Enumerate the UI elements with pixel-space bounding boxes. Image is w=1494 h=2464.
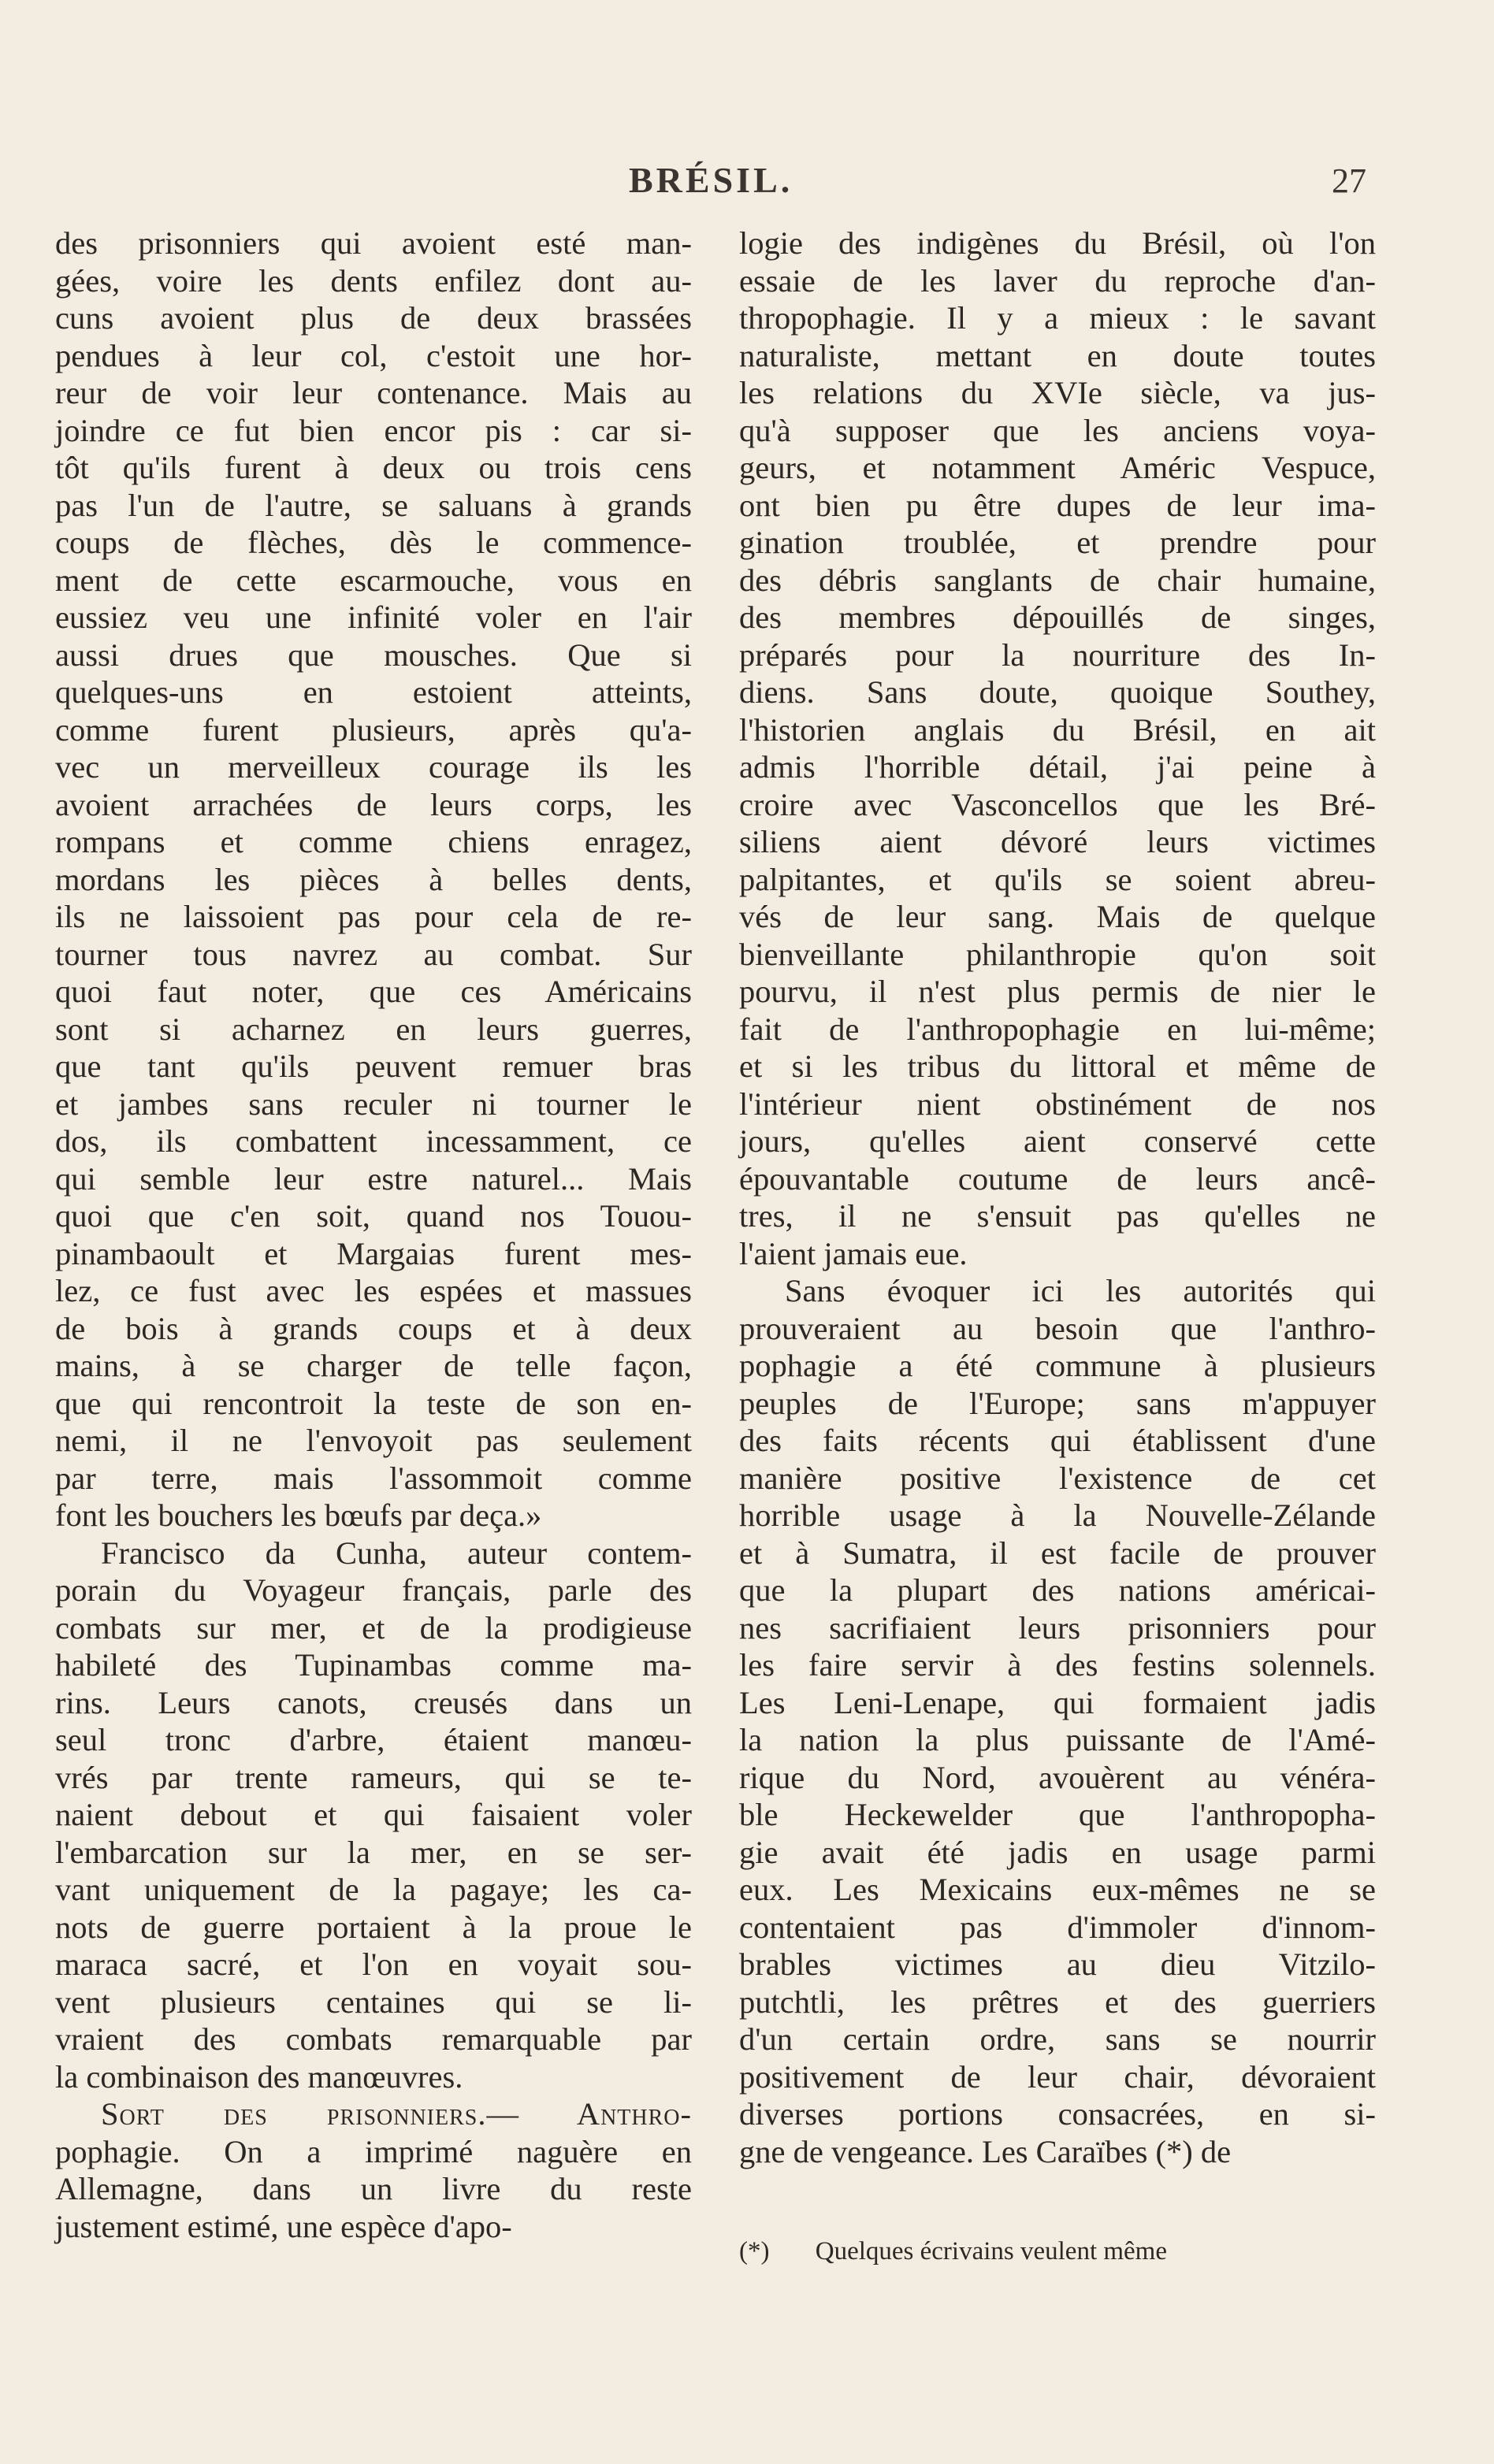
text-line: épouvantable coutume de leurs ancê- <box>739 1160 1376 1197</box>
text-line: eussiez veu une infinité voler en l'air <box>55 599 692 635</box>
text-line: cuns avoient plus de deux brassées <box>55 300 692 336</box>
text-line: diverses portions consacrées, en si- <box>739 2096 1376 2132</box>
text-line: l'embarcation sur la mer, en se ser- <box>55 1834 692 1870</box>
text-line: dos, ils combattent incessamment, ce <box>55 1123 692 1159</box>
text-line: et à Sumatra, il est facile de prouver <box>739 1534 1376 1571</box>
text-line: nemi, il ne l'envoyoit pas seulement <box>55 1423 692 1458</box>
text-line: préparés pour la nourriture des In- <box>739 636 1376 673</box>
text-line: vés de leur sang. Mais de quelque <box>739 899 1376 934</box>
text-line: Sans évoquer ici les autorités qui <box>785 1273 1376 1308</box>
text-line: prouveraient au besoin que l'anthro- <box>739 1310 1376 1346</box>
text-line: mains, à se charger de telle façon, <box>55 1348 692 1383</box>
text-line: ment de cette escarmouche, vous en <box>55 562 692 598</box>
text-line: fait de l'anthropophagie en lui-même; <box>739 1011 1376 1047</box>
text-line: geurs, et notamment Améric Vespuce, <box>739 450 1376 485</box>
text-line: que qui rencontroit la teste de son en- <box>55 1385 692 1421</box>
text-line: peuples de l'Europe; sans m'appuyer <box>739 1385 1376 1421</box>
text-line: pourvu, il n'est plus permis de nier le <box>739 974 1376 1009</box>
text-line: avoient arrachées de leurs corps, les <box>55 786 692 822</box>
text-line: d'un certain ordre, sans se nourrir <box>739 2021 1376 2057</box>
text-line: bienveillante philanthropie qu'on soit <box>739 936 1376 972</box>
left-text-column <box>55 225 692 2245</box>
text-line: horrible usage à la Nouvelle-Zélande <box>739 1497 1376 1533</box>
text-line: comme furent plusieurs, après qu'a- <box>55 711 692 748</box>
text-line: Allemagne, dans un livre du reste <box>55 2171 692 2206</box>
text-line: quoi que c'en soit, quand nos Touou- <box>55 1198 692 1234</box>
text-line: ble Heckewelder que l'anthropopha- <box>739 1797 1376 1832</box>
text-line: gne de vengeance. Les Caraïbes (*) de <box>739 2133 1232 2169</box>
text-line: thropophagie. Il y a mieux : le savant <box>739 300 1376 336</box>
text-line: Les Leni-Lenape, qui formaient jadis <box>739 1684 1376 1720</box>
text-line: pophagie. On a imprimé naguère en <box>55 2133 692 2169</box>
text-line: nes sacrifiaient leurs prisonniers pour <box>739 1609 1376 1646</box>
text-line: Francisco da Cunha, auteur contem- <box>101 1534 692 1571</box>
text-line: manière positive l'existence de cet <box>739 1460 1376 1496</box>
text-line: rins. Leurs canots, creusés dans un <box>55 1684 692 1720</box>
footnote <box>739 2236 1376 2267</box>
text-line: qui semble leur estre naturel... Mais <box>55 1160 692 1197</box>
text-line: tourner tous navrez au combat. Sur <box>55 936 692 972</box>
text-line: quoi faut noter, que ces Américains <box>55 974 692 1009</box>
text-line: que la plupart des nations américai- <box>739 1572 1376 1608</box>
text-line: les faire servir à des festins solennels. <box>739 1647 1376 1683</box>
text-line: tres, il ne s'ensuit pas qu'elles ne <box>739 1198 1376 1234</box>
text-line: coups de flèches, dès le commence- <box>55 525 692 560</box>
right-text-column <box>739 225 1376 2170</box>
running-head <box>0 159 1494 206</box>
text-line: tôt qu'ils furent à deux ou trois cens <box>55 450 692 485</box>
text-line: seul tronc d'arbre, étaient manœu- <box>55 1722 692 1757</box>
running-title: BRÉSIL. <box>629 160 793 200</box>
text-line: Sort des prisonniers.— Anthro- <box>101 2096 692 2132</box>
text-line: et si les tribus du littoral et même de <box>739 1048 1376 1084</box>
text-line: rique du Nord, avouèrent au vénéra- <box>739 1759 1376 1795</box>
text-line: que tant qu'ils peuvent remuer bras <box>55 1048 692 1084</box>
text-line: mordans les pièces à belles dents, <box>55 861 692 897</box>
text-line: diens. Sans doute, quoique Southey, <box>739 674 1376 710</box>
text-line: l'aient jamais eue. <box>739 1235 968 1271</box>
text-line: et jambes sans reculer ni tourner le <box>55 1085 692 1122</box>
text-line: positivement de leur chair, dévoraient <box>739 2058 1376 2095</box>
text-line: joindre ce fut bien encor pis : car si- <box>55 412 692 448</box>
text-line: admis l'horrible détail, j'ai peine à <box>739 749 1376 785</box>
text-line: palpitantes, et qu'ils se soient abreu- <box>739 861 1376 897</box>
text-line: habileté des Tupinambas comme ma- <box>55 1647 692 1683</box>
text-line: naturaliste, mettant en doute toutes <box>739 337 1376 373</box>
text-line: vraient des combats remarquable par <box>55 2021 692 2057</box>
text-line: sont si acharnez en leurs guerres, <box>55 1011 692 1047</box>
text-line: nots de guerre portaient à la proue le <box>55 1909 692 1945</box>
text-line: des débris sanglants de chair humaine, <box>739 562 1376 598</box>
text-line: aussi drues que mousches. Que si <box>55 636 692 673</box>
text-line: pendues à leur col, c'estoit une hor- <box>55 337 692 373</box>
text-line: gées, voire les dents enfilez dont au- <box>55 262 692 299</box>
text-line: ont bien pu être dupes de leur ima- <box>739 487 1376 523</box>
text-line: vent plusieurs centaines qui se li- <box>55 1983 692 2020</box>
text-line: naient debout et qui faisaient voler <box>55 1797 692 1832</box>
text-line: qu'à supposer que les anciens voya- <box>739 412 1376 448</box>
footnote-text: Quelques écrivains veulent même <box>815 2237 1167 2265</box>
text-line: combats sur mer, et de la prodigieuse <box>55 1609 692 1646</box>
text-line: par terre, mais l'assommoit comme <box>55 1460 692 1496</box>
text-line: reur de voir leur contenance. Mais au <box>55 375 692 410</box>
text-line: gie avait été jadis en usage parmi <box>739 1834 1376 1870</box>
text-line: des faits récents qui établissent d'une <box>739 1423 1376 1458</box>
text-line: des membres dépouillés de singes, <box>739 599 1376 635</box>
text-line: pas l'un de l'autre, se saluans à grands <box>55 487 692 523</box>
text-line: rompans et comme chiens enragez, <box>55 824 692 859</box>
text-line: des prisonniers qui avoient esté man- <box>55 225 692 261</box>
page-number: 27 <box>1332 161 1366 200</box>
text-line: maraca sacré, et l'on en voyait sou- <box>55 1946 692 1982</box>
text-line: la nation la plus puissante de l'Amé- <box>739 1722 1376 1757</box>
text-line: pinambaoult et Margaias furent mes- <box>55 1235 692 1271</box>
text-line: brables victimes au dieu Vitzilo- <box>739 1946 1376 1982</box>
text-line: contentaient pas d'immoler d'innom- <box>739 1909 1376 1945</box>
footnote-marker: (*) <box>739 2237 770 2265</box>
text-line: logie des indigènes du Brésil, où l'on <box>739 225 1376 261</box>
text-line: les relations du XVIe siècle, va jus- <box>739 375 1376 410</box>
text-line: font les bouchers les bœufs par deça.» <box>55 1497 542 1533</box>
text-line: vant uniquement de la pagaye; les ca- <box>55 1872 692 1907</box>
text-line: croire avec Vasconcellos que les Bré- <box>739 786 1376 822</box>
text-line: vec un merveilleux courage ils les <box>55 749 692 785</box>
text-line: eux. Les Mexicains eux-mêmes ne se <box>739 1872 1376 1907</box>
text-line: quelques-uns en estoient atteints, <box>55 674 692 710</box>
text-line: pophagie a été commune à plusieurs <box>739 1348 1376 1383</box>
text-line: siliens aient dévoré leurs victimes <box>739 824 1376 859</box>
text-line: justement estimé, une espèce d'apo- <box>55 2208 512 2244</box>
text-line: vrés par trente rameurs, qui se te- <box>55 1759 692 1795</box>
text-line: l'intérieur nient obstinément de nos <box>739 1085 1376 1122</box>
text-line: gination troublée, et prendre pour <box>739 525 1376 560</box>
text-line: la combinaison des manœuvres. <box>55 2058 463 2095</box>
text-line: jours, qu'elles aient conservé cette <box>739 1123 1376 1159</box>
text-line: ils ne laissoient pas pour cela de re- <box>55 899 692 934</box>
text-line: lez, ce fust avec les espées et massues <box>55 1273 692 1308</box>
text-line: porain du Voyageur français, parle des <box>55 1572 692 1608</box>
text-line: de bois à grands coups et à deux <box>55 1310 692 1346</box>
text-line: putchtli, les prêtres et des guerriers <box>739 1983 1376 2020</box>
text-line: l'historien anglais du Brésil, en ait <box>739 711 1376 748</box>
text-line: essaie de les laver du reproche d'an- <box>739 262 1376 299</box>
